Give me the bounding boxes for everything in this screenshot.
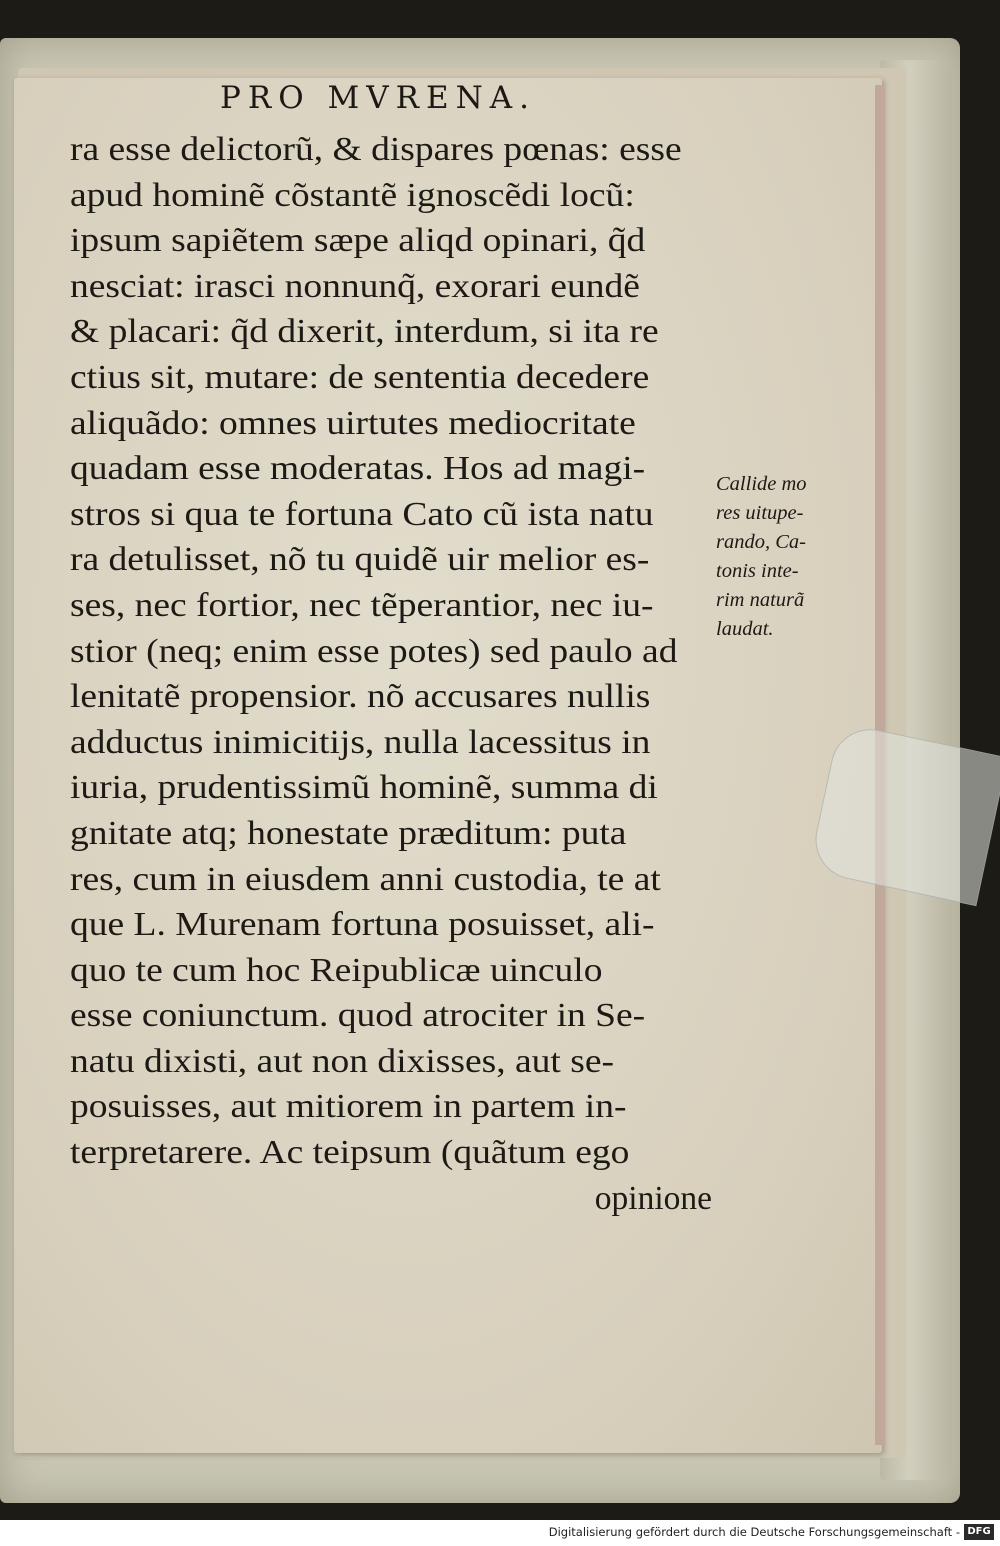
body-text bbox=[70, 127, 720, 1221]
text-line: esse coniunctum. quod atrociter in Se- bbox=[70, 997, 646, 1035]
text-line: res, cum in eiusdem anni custodia, te at bbox=[70, 860, 661, 898]
text-line: ra detulisset, nõ tu quidẽ uir melior es- bbox=[70, 541, 650, 579]
text-line: aliquãdo: omnes uirtutes mediocritate bbox=[70, 404, 636, 442]
text-line: & placari: q̃d dixerit, interdum, si ita re bbox=[70, 313, 659, 351]
text-line: ses, nec fortior, nec tẽperantior, nec iu- bbox=[70, 586, 654, 624]
marginal-note-line: laudat. bbox=[716, 618, 774, 640]
text-line: natu dixisti, aut non dixisses, aut se- bbox=[70, 1042, 614, 1080]
marginal-note-line: tonis inte- bbox=[716, 560, 799, 582]
text-line: stros si qua te fortuna Cato cũ ista natu bbox=[70, 495, 654, 533]
text-line: posuisses, aut mitiorem in partem in- bbox=[70, 1088, 627, 1126]
text-line: ipsum sapiẽtem sæpe aliqd opinari, q̃d bbox=[70, 222, 646, 260]
text-line: ra esse delictorũ, & dispares pœnas: esse bbox=[70, 131, 682, 168]
marginal-note-line: Callide mo bbox=[716, 473, 807, 495]
text-line: ctius sit, mutare: de sententia decedere bbox=[70, 358, 650, 396]
catchword: opinione bbox=[594, 1179, 712, 1217]
text-line: quo te cum hoc Reipublicæ uinculo bbox=[70, 951, 603, 989]
text-line: gnitate atq; honestate præditum: puta bbox=[70, 814, 627, 852]
text-line: stior (neq; enim esse potes) sed paulo ad bbox=[70, 632, 678, 670]
marginal-note-line: rando, Ca- bbox=[716, 531, 806, 553]
marginal-note bbox=[716, 470, 851, 644]
text-line: terpretarere. Ac teipsum (quãtum ego bbox=[70, 1134, 630, 1172]
text-line: que L. Murenam fortuna posuisset, ali- bbox=[70, 906, 655, 944]
marginal-note-line: rim naturã bbox=[716, 589, 805, 611]
marginal-note-line: res uitupe- bbox=[716, 502, 804, 524]
text-line: adductus inimicitijs, nulla lacessitus in bbox=[70, 723, 651, 761]
text-line: apud hominẽ cõstantẽ ignoscẽdi locũ: bbox=[70, 176, 635, 214]
footer-bar bbox=[0, 1520, 1000, 1546]
dfg-logo: DFG bbox=[964, 1524, 994, 1540]
running-head: PRO MVRENA. bbox=[220, 80, 536, 116]
text-line: nesciat: irasci nonnunq̃, exorari eundẽ bbox=[70, 267, 640, 305]
text-line: iuria, prudentissimũ hominẽ, summa di bbox=[70, 769, 658, 807]
footer-credit: Digitalisierung gefördert durch die Deutsche Forschungsgemeinschaft - bbox=[548, 1525, 960, 1539]
text-line: quadam esse moderatas. Hos ad magi- bbox=[70, 450, 646, 488]
text-line: lenitatẽ propensior. nõ accusares nullis bbox=[70, 678, 651, 716]
